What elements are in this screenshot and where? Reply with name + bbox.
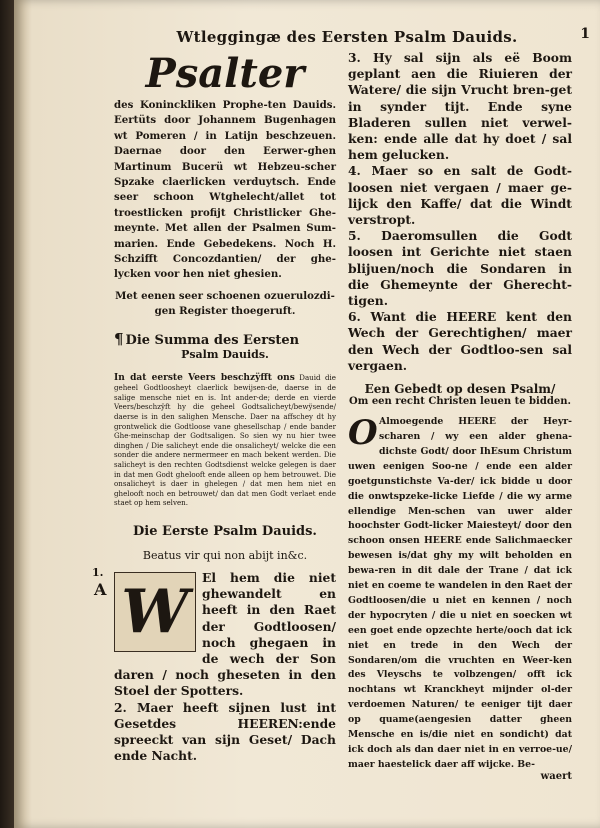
verse-1-text: El hem die niet ghewandelt en heeft in den Raet der Godtloosen/ noch ghegaen in de wech der Son daren / noch gheseten in den Stoel der Spotters. [114,570,336,699]
summa-heading [114,330,336,361]
register-note: Met eenen seer schoenen ozuerulozdi-gen Register thoegeruft. [115,289,335,318]
verse-6-number: 6. [348,309,361,325]
summa-text [114,373,336,508]
summa-heading-line2: Psalm Dauids. [181,347,269,361]
verse-4 [348,163,572,228]
book-gutter [0,0,14,828]
verse-1 [114,570,336,700]
prayer-heading-line1: Een Gebedt op desen Psalm/ [364,382,556,397]
psalm-heading: Die Eerste Psalm Dauids. [133,524,317,539]
prayer-text [348,415,572,773]
book-title: Psalter [145,50,305,97]
margin-verse-number: 1. [92,566,104,579]
verse-5-number: 5. [348,228,361,244]
right-column [348,50,572,782]
verse-4-number: 4. [348,163,361,179]
summa-body: Dauid die geheel Godtloosheyt claerlick bewijsen-de, daerse in de salige mensche niet en is. Int ander-de; derde en vierde Veers/beschzÿft hy die geheel Godtsalicheyt/bewÿsende/ daerse is in den salighen Mensche. Daer na affschey dt hy grontwelick die Godtloose vane ghesellschap / ende bander Ghe-meinschap der Godtsaligen. So sien wy nu hier twee dinghen / Die salicheyt ende die onsalicheyt/ welcke die een sonder die andere nermermeer en mach bekent werden. Die salicheyt is den rechten Godtsdienst welcke gelegen is daer in dat men Godt ghelooft ende alleen op hem betrouwet. Die onsalicheyt is daer in ghelegen / dat men hem niet en ghelooft noch en betrouwet/ dan dat men Godt verlaet ende staet op hem selven. [114,372,337,508]
verse-6 [348,309,572,374]
verse-3-text: Hy sal sijn als eë Boom geplant aen die Riuieren der Watere/ die sijn Vrucht bren-get in synder tijt. Ende syne Bladeren sullen niet verwel-ken: ende alle dat hy doet / sal hem gelucken. [348,50,573,163]
prayer-body: Almoegende HEERE der Heyr-scharen / wy een alder ghena-dichste Godt/ door IhEsum Christum uwen eenigen Soo-ne / ende een alder goetgunstichste Va-der/ ick bidde u door die onwtspzeke-licke Liefde / die wy arme ellendige Men-schen van uwer alder hoochster Godt-licker Maiesteyt/ door den schoon onsen HEERE ende Salichmaecker bewesen is/dat ghy my wilt beholden en bewa-ren in dit dale der Trane / dat ick niet en coeme te wandelen in den Raet der Godtloosen/die u niet en kennen / noch der hypocryten / die u niet en soecken wt een goet ende opzechte herte/ooch dat ick niet en trede in den Wech der Sondaren/om die vruchten en Weer-ken des Vleyschs te volbzengen/ offt ick nochtans wt Kranckheyt mijnder ol-der verdoemen Naturen/ te eeniger tijt daer op quame(aengesien datter gheen Mensche en is/die niet en sondicht) dat ick doch als dan daer niet in en verroe-ue/ maer haestelick daer aff wijcke. Be- [348,416,572,770]
latin-incipit: Beatus vir qui non abijt in&c. [142,549,308,562]
verse-2 [114,700,336,765]
running-head: Wtleggingæ des Eersten Psalm Dauids. [176,28,518,46]
summa-heading-line1: Die Summa des Eersten [125,332,300,348]
verse-3 [348,50,572,163]
decorated-initial: W [114,572,196,652]
verse-6-text: Want die HEERE kent den Wech der Gerechtighen/ maer den Wech der Godtloo-sen sal vergaen. [348,309,572,373]
summa-first-line: In dat eerste Veers beschzÿfft ons [114,372,295,383]
verse-5 [348,228,572,309]
verse-3-number: 3. [348,50,361,65]
margin-letter: A [94,580,107,599]
prayer-heading-line2: Om een recht Christen leuen te bidden. [349,396,571,408]
prayer-heading [348,382,572,407]
page-number: 1 [580,26,590,42]
verse-2-number: 2. [114,699,127,715]
catchword: waert [540,770,572,782]
verse-4-text: Maer so en salt de Godt-loosen niet vergaen / maer ge-lijck den Kaffe/ dat die Windt verstropt. [348,163,572,228]
left-column [114,50,336,764]
prayer-initial: O [348,413,378,454]
pilcrow-icon: ¶ [114,329,124,348]
title-description: des Koninckliken Prophe-ten Dauids. Eertüts door Johannem Bugenhagen wt Pomeren / in Latijn beschzeuen. Daernae door den Eerwer-ghen Martinum Bucerü wt Hebzeu-scher Spzake claerlicken verduytsch. Ende seer schoon Wtghelecht/allet tot troestlicken profijt Christlicker Ghe-meynte. Met allen der Psalmen Sum-marien. Ende Gebedekens. Noch H. Schzifft Concozdantien/ der ghe-lycken voor hen niet ghesien. [114,99,336,281]
verse-5-text: Daeromsullen die Godt loosen int Gerichte niet staen blijuen/noch die Sondaren in die Ghemeynte der Gherecht-tigen. [348,228,572,309]
book-page [14,0,600,828]
verse-2-text: Maer heeft sijnen lust int Gesetdes HEEREN:ende spreeckt van sijn Geset/ Dach ende Nacht. [114,699,336,764]
